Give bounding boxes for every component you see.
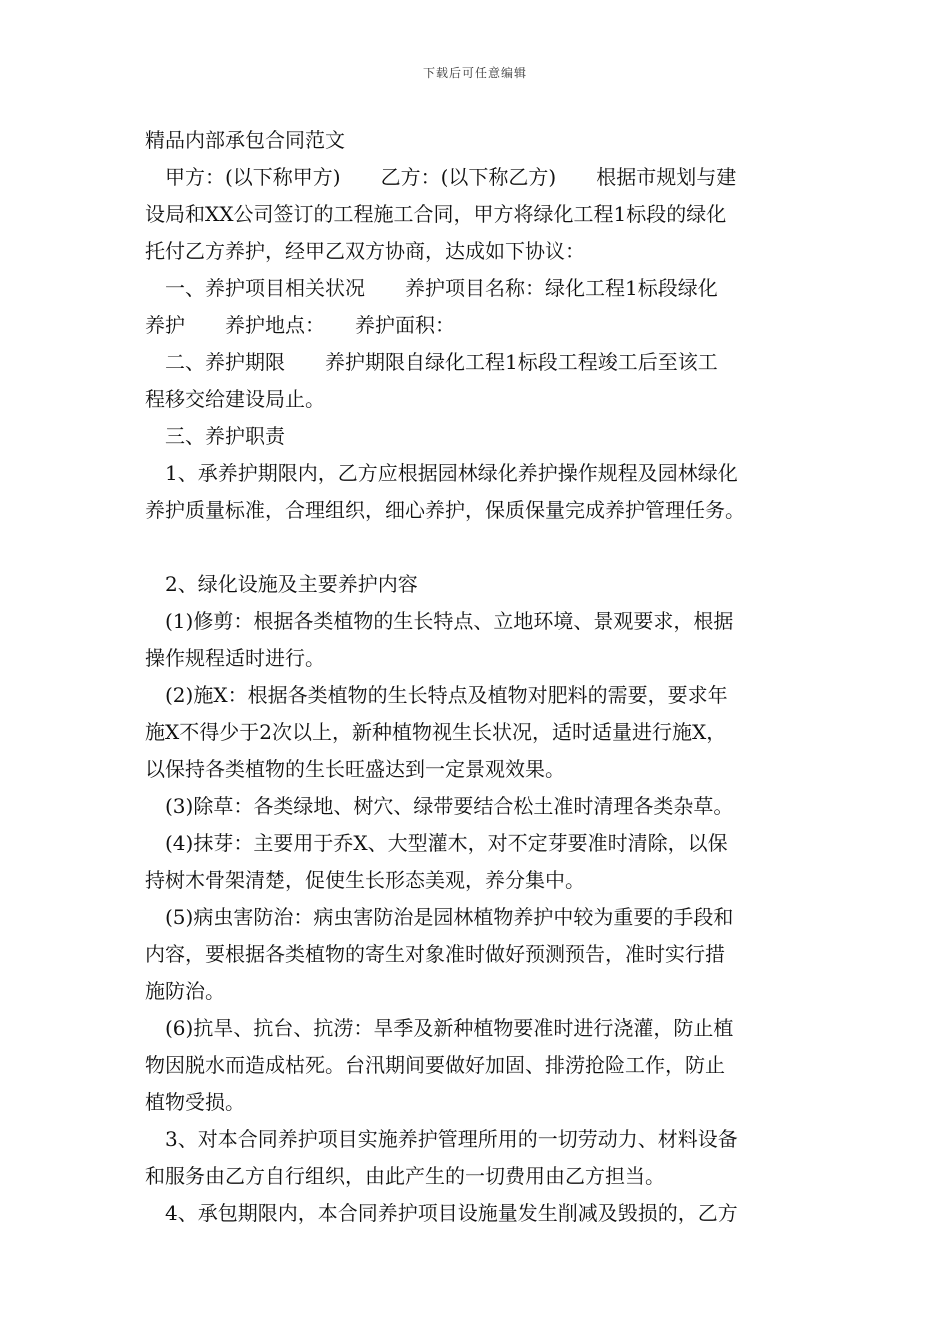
text-line: 设局和XX公司签订的工程施工合同，甲方将绿化工程1标段的绿化 [145, 202, 727, 226]
text-line: 持树木骨架清楚，促使生长形态美观，养分集中。 [145, 868, 585, 892]
text-line: 物因脱水而造成枯死。台汛期间要做好加固、排涝抢险工作，防止 [145, 1053, 725, 1077]
text-line: 甲方：(以下称甲方) 乙方：(以下称乙方) 根据市规划与建 [145, 165, 737, 189]
document-body [145, 122, 817, 1232]
text-line: 托付乙方养护，经甲乙双方协商，达成如下协议： [145, 239, 585, 263]
text-line: (2)施X：根据各类植物的生长特点及植物对肥料的需要，要求年 [145, 683, 728, 707]
text-line: (4)抹芽：主要用于乔X、大型灌木，对不定芽要准时清除，以保 [145, 831, 728, 855]
text-line: 操作规程适时进行。 [145, 646, 325, 670]
text-line: 3、对本合同养护项目实施养护管理所用的一切劳动力、材料设备 [145, 1127, 738, 1151]
section-heading-3: 三、养护职责 [145, 424, 285, 448]
page-header: 下载后可任意编辑 [422, 66, 527, 80]
text-line: 程移交给建设局止。 [145, 387, 325, 411]
blank-line [145, 529, 817, 566]
text-line: 和服务由乙方自行组织，由此产生的一切费用由乙方担当。 [145, 1164, 665, 1188]
text-line: 施X不得少于2次以上，新种植物视生长状况，适时适量进行施X， [145, 720, 727, 744]
section-heading-1: 一、养护项目相关状况 养护项目名称：绿化工程1标段绿化 [145, 276, 718, 300]
text-line: 施防治。 [145, 979, 225, 1003]
text-line: 养护 养护地点： 养护面积： [145, 313, 455, 337]
text-line: (1)修剪：根据各类植物的生长特点、立地环境、景观要求，根据 [145, 609, 734, 633]
text-line: 1、承养护期限内，乙方应根据园林绿化养护操作规程及园林绿化 [145, 461, 738, 485]
text-line: 养护质量标准，合理组织，细心养护，保质保量完成养护管理任务。 [145, 498, 745, 522]
text-line: 植物受损。 [145, 1090, 245, 1114]
text-line: (6)抗旱、抗台、抗涝：旱季及新种植物要准时进行浇灌，防止植 [145, 1016, 734, 1040]
text-line: 以保持各类植物的生长旺盛达到一定景观效果。 [145, 757, 565, 781]
document-title: 精品内部承包合同范文 [145, 128, 345, 152]
text-line: (3)除草：各类绿地、树穴、绿带要结合松土准时清理各类杂草。 [145, 794, 734, 818]
text-line: (5)病虫害防治：病虫害防治是园林植物养护中较为重要的手段和 [145, 905, 734, 929]
text-line: 4、承包期限内，本合同养护项目设施量发生削减及毁损的，乙方 [145, 1201, 738, 1225]
section-heading-2: 二、养护期限 养护期限自绿化工程1标段工程竣工后至该工 [145, 350, 718, 374]
text-line: 内容，要根据各类植物的寄生对象准时做好预测预告，准时实行措 [145, 942, 725, 966]
text-line: 2、绿化设施及主要养护内容 [145, 572, 418, 596]
